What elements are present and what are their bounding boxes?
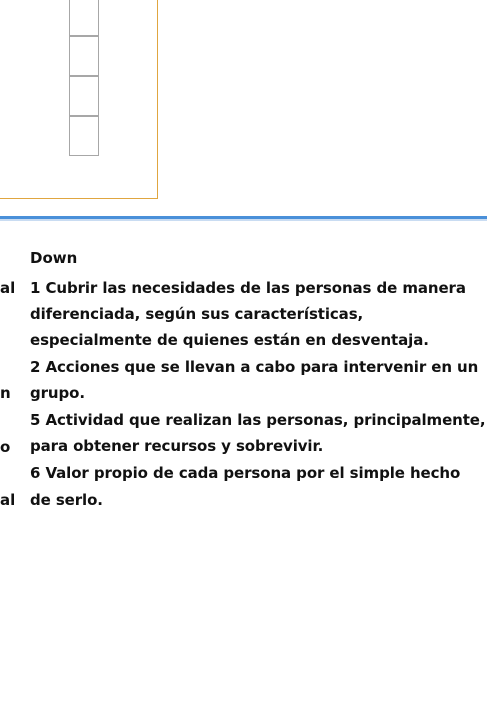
section-divider-shadow xyxy=(0,219,487,221)
clue-line: 5 Actividad que realizan las personas, principalmente, xyxy=(30,411,486,429)
crossword-cell[interactable] xyxy=(69,0,99,36)
clue-line: 6 Valor propio de cada persona por el simple hecho xyxy=(30,464,461,482)
clue-line: especialmente de quienes están en desventaja. xyxy=(30,331,429,349)
across-clue-fragment: n xyxy=(0,384,11,402)
clue-line: 2 Acciones que se llevan a cabo para intervenir en un xyxy=(30,358,479,376)
clue-line: diferenciada, según sus características, xyxy=(30,305,364,323)
across-clue-fragment: o xyxy=(0,438,11,456)
crossword-cell[interactable] xyxy=(69,76,99,116)
clue-line: grupo. xyxy=(30,384,85,402)
clue-line: de serlo. xyxy=(30,491,103,509)
across-clue-fragment: al xyxy=(0,491,16,509)
across-clue-fragment: al xyxy=(0,279,16,297)
crossword-cell[interactable] xyxy=(69,36,99,76)
clue-line: para obtener recursos y sobrevivir. xyxy=(30,437,324,455)
clue-line: 1 Cubrir las necesidades de las personas de manera xyxy=(30,279,466,297)
down-clues-heading: Down xyxy=(30,249,78,267)
crossword-cell[interactable] xyxy=(69,116,99,156)
